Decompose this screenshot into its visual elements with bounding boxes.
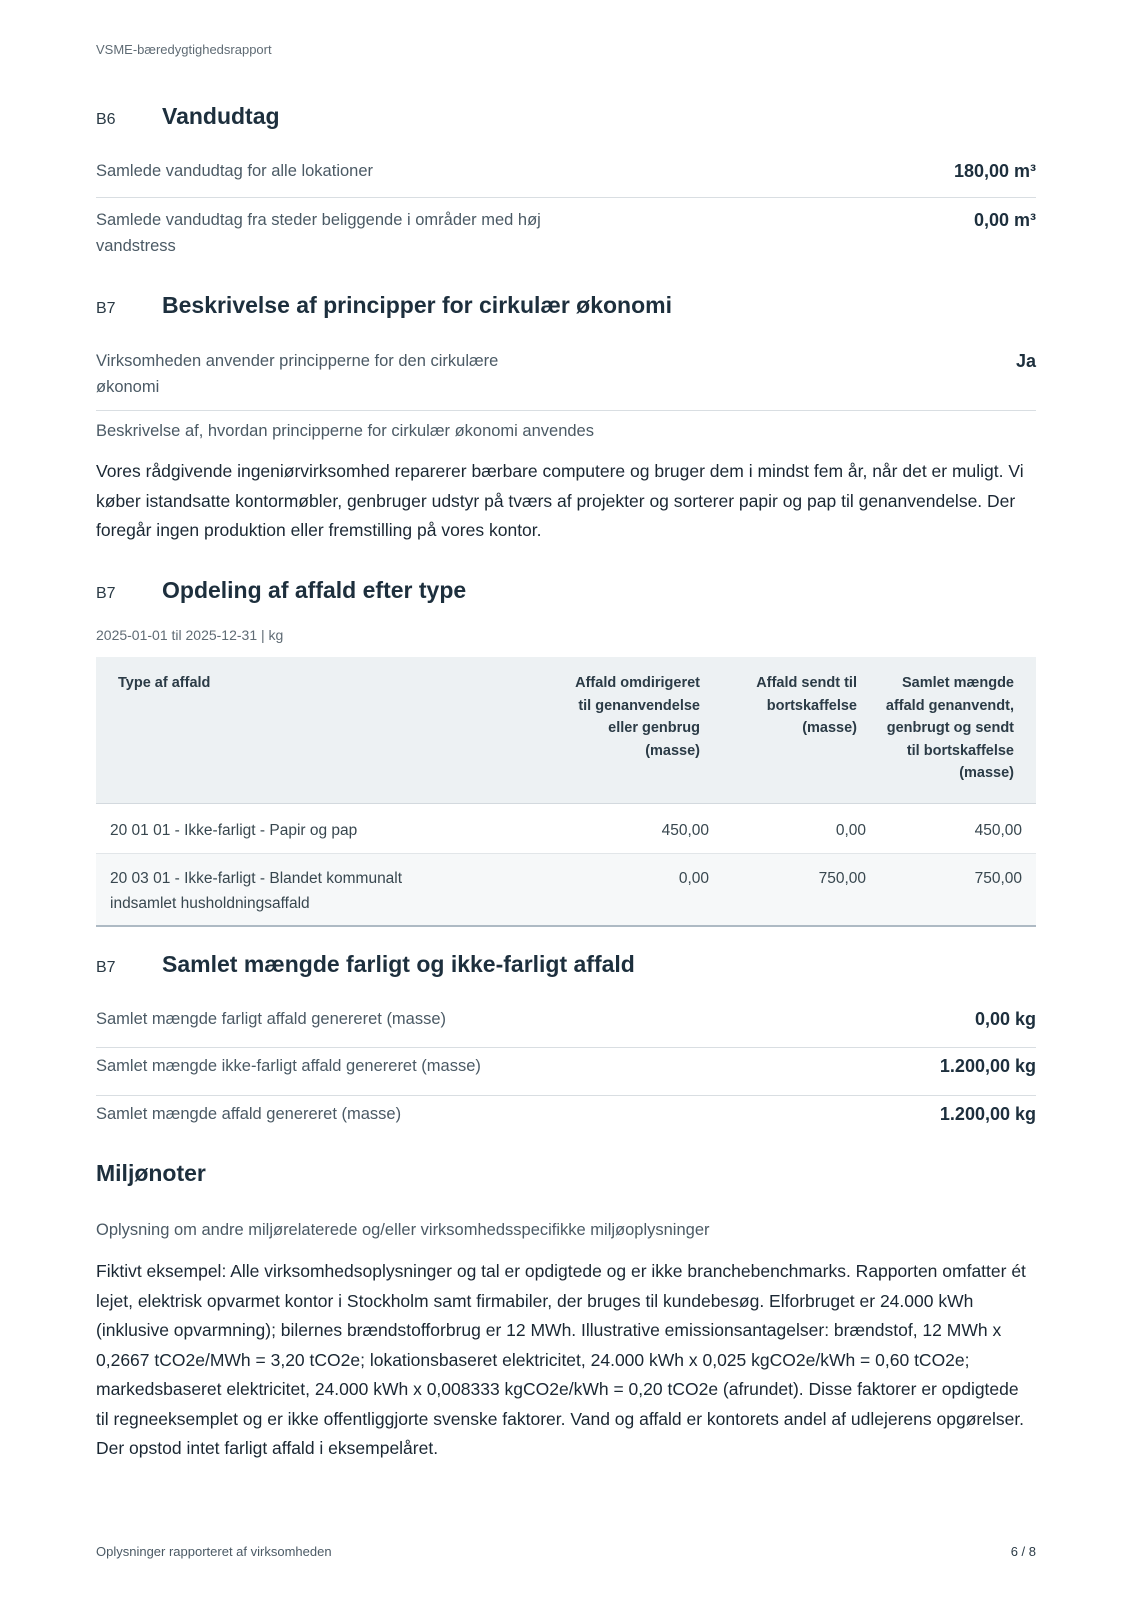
column-header: Type af affald xyxy=(118,675,211,691)
row-value: Ja xyxy=(1015,351,1036,371)
section-code: B7 xyxy=(96,959,116,976)
section-b6-heading xyxy=(96,103,1036,130)
waste-type-cell: 20 01 01 - Ikke-farligt - Papir og pap xyxy=(110,822,358,839)
total-cell: 750,00 xyxy=(974,870,1022,887)
section-title: Vandudtag xyxy=(162,103,280,129)
footer-caption: Oplysninger rapporteret af virksomheden xyxy=(96,1544,332,1559)
table-row xyxy=(96,854,1036,927)
diverted-cell: 0,00 xyxy=(678,870,709,887)
column-header-text: Samlet mængde affald genanvendt, genbrugt og sendt til bortskaffelse (masse) xyxy=(885,675,1014,781)
disposal-cell: 0,00 xyxy=(835,822,866,839)
row-label: Samlet mængde ikke-farligt affald genereret (masse) xyxy=(96,1057,481,1075)
circular-description-text: Vores rådgivende ingeniørvirksomhed reparerer bærbare computere og bruger dem i mindst fem år, når det er muligt. Vi køber istandsatte kontormøbler, genbruger udstyr på tværs af projekter og sorterer papir og pap til genanvendelse. Der foregår ingen produktion eller fremstilling på vores kontor. xyxy=(96,461,1024,540)
row-label: Virksomheden anvender principperne for den cirkulære økonomi xyxy=(96,352,499,396)
section-b7-waste-type-heading xyxy=(96,577,1036,604)
table-row xyxy=(96,804,1036,854)
row-value: 180,00 m³ xyxy=(953,161,1036,181)
total-cell: 450,00 xyxy=(974,822,1022,839)
row-label: Samlede vandudtag for alle lokationer xyxy=(96,162,374,180)
section-title: Opdeling af affald efter type xyxy=(162,577,467,603)
row-label: Samlet mængde affald genereret (masse) xyxy=(96,1105,402,1123)
row-value: 1.200,00 kg xyxy=(939,1056,1036,1076)
section-code: B7 xyxy=(96,300,116,317)
environmental-notes-text: Fiktivt eksempel: Alle virksomhedsoplysninger og tal er opdigtede og er ikke branchebenchmarks. Rapporten omfatter ét lejet, elektrisk opvarmet kontor i Stockholm samt firmabiler, der bruges til kundebesøg. Elforbruget er 24.000 kWh (inklusive opvarmning); bilernes brændstofforbrug er 12 MWh. Illustrative emissionsantagelser: brændstof, 12 MWh x 0,2667 tCO2e/MWh = 3,20 tCO2e; lokationsbaseret elektricitet, 24.000 kWh x 0,025 kgCO2e/kWh = 0,60 tCO2e; markedsbaseret elektricitet, 24.000 kWh x 0,008333 kgCO2e/kWh = 0,20 tCO2e (afrundet). Disse faktorer er opdigtede til regneeksemplet og er ikke offentliggjorte svenske faktorer. Vand og affald er kontorets andel af udlejerens opgørelser. Der opstod intet farligt affald i eksempelåret. xyxy=(96,1261,1026,1458)
circular-principles-row xyxy=(96,348,1036,411)
non-hazardous-waste-row xyxy=(96,1053,1036,1096)
row-value: 1.200,00 kg xyxy=(939,1104,1036,1124)
circular-description-label: Beskrivelse af, hvordan principperne for cirkulær økonomi anvendes xyxy=(96,422,594,440)
row-label: Samlede vandudtag fra steder beliggende i områder med høj vandstress xyxy=(96,211,541,255)
column-header xyxy=(543,657,700,803)
column-header-text: Affald sendt til bortskaffelse (masse) xyxy=(756,675,857,736)
page-number: 6 / 8 xyxy=(1010,1544,1036,1559)
running-header: VSME-bæredygtighedsrapport xyxy=(96,42,272,57)
row-value: 0,00 kg xyxy=(974,1009,1036,1029)
section-b7-totals-heading xyxy=(96,951,1036,978)
column-header-text: Affald omdirigeret til genanvendelse eller genbrug (masse) xyxy=(575,675,700,759)
section-title: Samlet mængde farligt og ikke-farligt affald xyxy=(162,951,635,977)
disposal-cell: 750,00 xyxy=(818,870,866,887)
waste-type-table xyxy=(96,657,1036,927)
section-title: Beskrivelse af principper for cirkulær økonomi xyxy=(162,292,672,318)
row-value: 0,00 m³ xyxy=(973,210,1036,230)
section-code: B6 xyxy=(96,111,116,128)
hazardous-waste-row xyxy=(96,1006,1036,1048)
environmental-notes-title: Miljønoter xyxy=(96,1160,206,1186)
section-b7-principles-heading xyxy=(96,292,1036,319)
column-header xyxy=(700,657,857,803)
period-unit-line: 2025-01-01 til 2025-12-31 | kg xyxy=(96,627,284,643)
table-header xyxy=(96,657,1036,804)
environmental-notes-label: Oplysning om andre miljørelaterede og/eller virksomhedsspecifikke miljøoplysninger xyxy=(96,1221,710,1239)
section-code: B7 xyxy=(96,585,116,602)
row-label: Samlet mængde farligt affald genereret (masse) xyxy=(96,1010,447,1028)
water-withdrawal-stress-row xyxy=(96,207,1036,263)
column-header xyxy=(857,657,1036,803)
waste-type-cell: 20 03 01 - Ikke-farligt - Blandet kommunalt indsamlet husholdningsaffald xyxy=(110,870,403,912)
diverted-cell: 450,00 xyxy=(661,822,709,839)
water-withdrawal-total-row xyxy=(96,158,1036,198)
total-waste-row xyxy=(96,1101,1036,1141)
report-page xyxy=(96,0,1036,1600)
